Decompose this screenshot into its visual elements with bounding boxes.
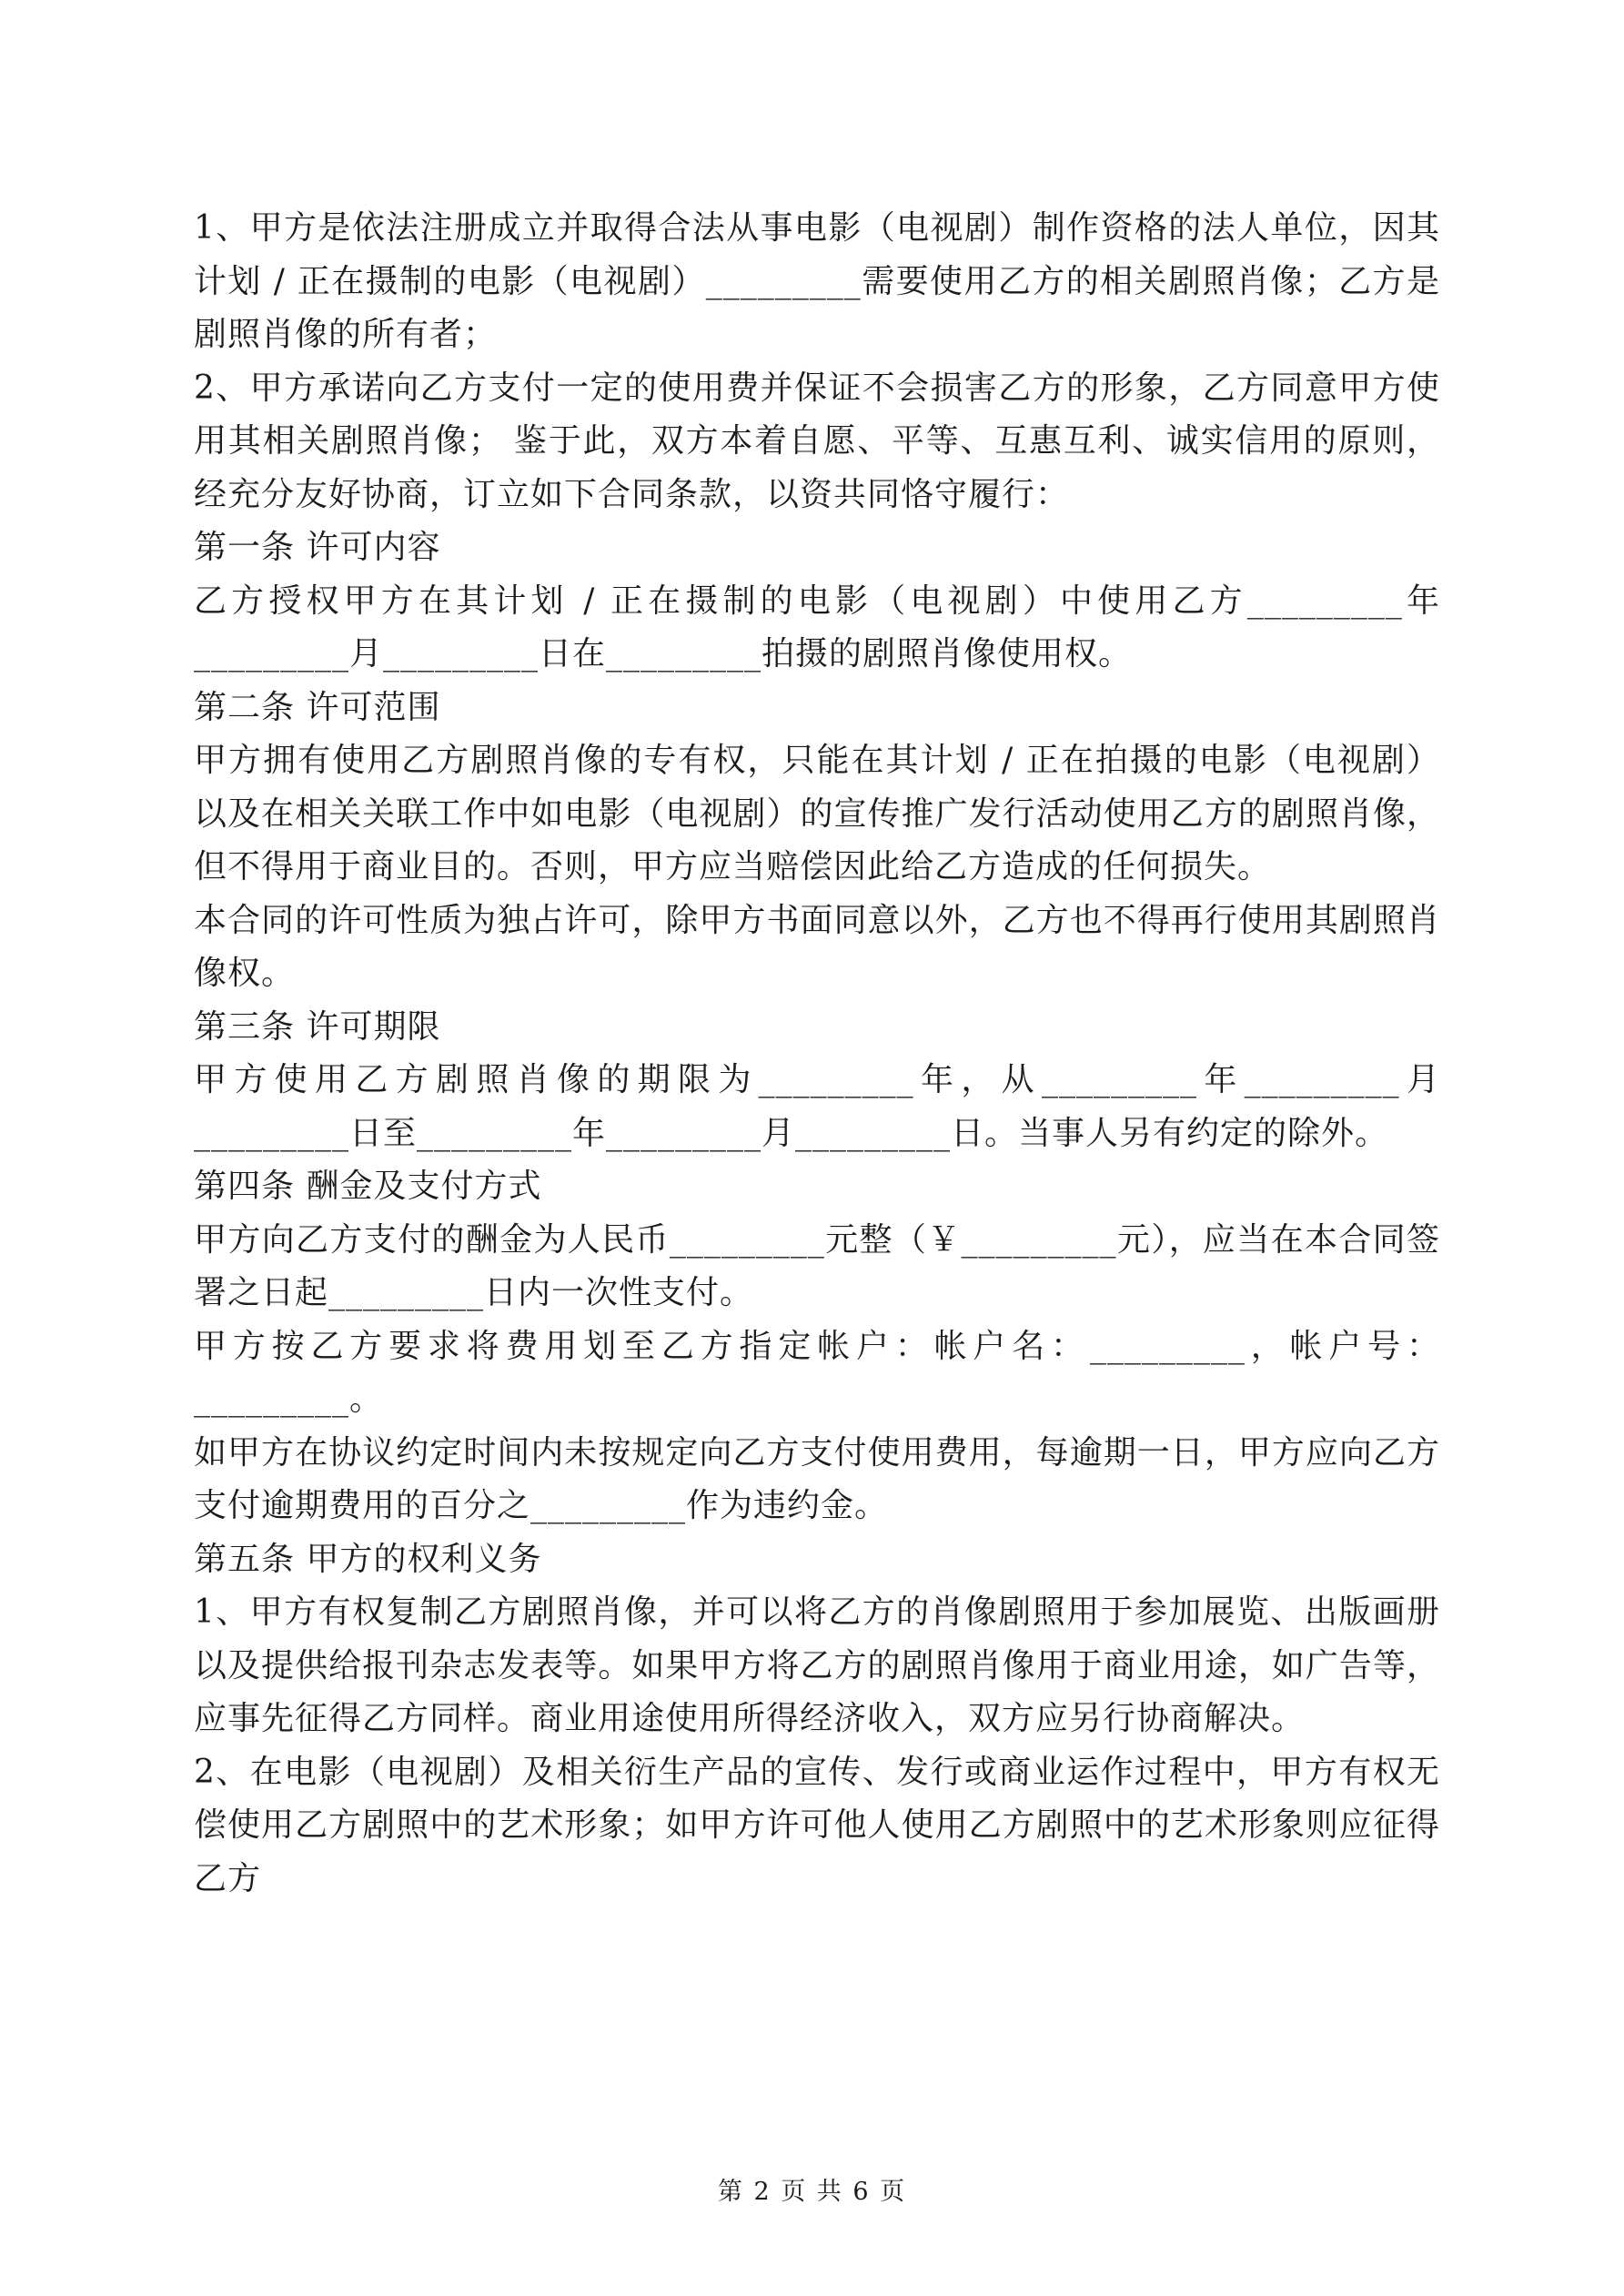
article-4-para-2: 甲方按乙方要求将费用划至乙方指定帐户：帐户名：_________，帐户号：_________。 [194, 1327, 1440, 1418]
article-5-para-2: 2、在电影（电视剧）及相关衍生产品的宣传、发行或商业运作过程中，甲方有权无偿使用乙方剧照中的艺术形象；如甲方许可他人使用乙方剧照中的艺术形象则应征得乙方 [194, 1753, 1440, 1897]
document-body [194, 202, 1440, 1906]
article-4-heading: 第四条 酬金及支付方式 [194, 1168, 542, 1205]
article-2-heading: 第二条 许可范围 [194, 688, 441, 726]
article-3-heading: 第三条 许可期限 [194, 1007, 441, 1046]
page-footer: 第 2 页 共 6 页 [717, 2178, 907, 2206]
article-5-heading: 第五条 甲方的权利义务 [194, 1540, 542, 1578]
article-1-para-1: 乙方授权甲方在其计划 / 正在摄制的电影（电视剧）中使用乙方_________年_________月_________日在_________拍摄的剧照肖像使用权。 [194, 582, 1440, 673]
article-5-para-1: 1、甲方有权复制乙方剧照肖像，并可以将乙方的肖像剧照用于参加展览、出版画册以及提供给报刊杂志发表等。如果甲方将乙方的剧照肖像用于商业用途，如广告等，应事先征得乙方同样。商业用途使用所得经济收入，双方应另行协商解决。 [194, 1593, 1440, 1737]
article-1-heading: 第一条 许可内容 [194, 529, 441, 566]
article-3-para-1: 甲方使用乙方剧照肖像的期限为_________年，从_________年_________月_________日至_________年_________月_________日。当事人另有约定的除外。 [194, 1061, 1440, 1152]
article-2-para-2: 本合同的许可性质为独占许可，除甲方书面同意以外，乙方也不得再行使用其剧照肖像权。 [194, 901, 1440, 992]
article-4-para-3: 如甲方在协议约定时间内未按规定向乙方支付使用费用，每逾期一日，甲方应向乙方支付逾期费用的百分之_________作为违约金。 [194, 1433, 1440, 1524]
article-4-para-1: 甲方向乙方支付的酬金为人民币_________元整（￥_________元），应当在本合同签署之日起_________日内一次性支付。 [194, 1220, 1440, 1311]
article-2-para-1: 甲方拥有使用乙方剧照肖像的专有权，只能在其计划 / 正在拍摄的电影（电视剧）以及在相关关联工作中如电影（电视剧）的宣传推广发行活动使用乙方的剧照肖像，但不得用于商业目的。否则，甲方应当赔偿因此给乙方造成的任何损失。 [194, 742, 1440, 885]
para-2: 2、甲方承诺向乙方支付一定的使用费并保证不会损害乙方的形象，乙方同意甲方使用其相关剧照肖像； 鉴于此，双方本着自愿、平等、互惠互利、诚实信用的原则，经充分友好协商，订立如下合同条款，以资共同恪守履行： [194, 369, 1440, 513]
para-1: 1、甲方是依法注册成立并取得合法从事电影（电视剧）制作资格的法人单位，因其计划 / 正在摄制的电影（电视剧）_________需要使用乙方的相关剧照肖像；乙方是剧照肖像的所有者； [194, 209, 1440, 353]
